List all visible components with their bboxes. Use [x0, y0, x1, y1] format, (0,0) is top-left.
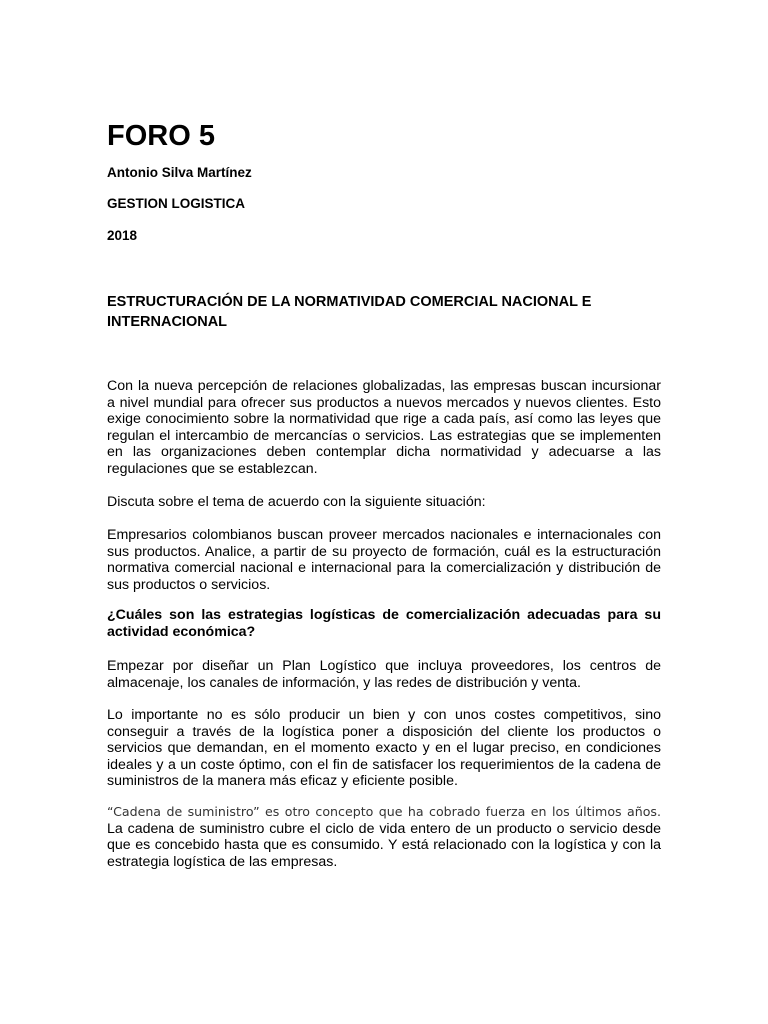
- document-title: FORO 5: [107, 120, 215, 152]
- course-name: GESTION LOGISTICA: [107, 196, 246, 211]
- answer-paragraph-3: [107, 804, 661, 870]
- author-name: Antonio Silva Martínez: [107, 165, 252, 180]
- discuss-paragraph: Discuta sobre el tema de acuerdo con la siguiente situación:: [107, 494, 486, 510]
- document-year: 2018: [107, 228, 138, 243]
- supply-chain-text: La cadena de suministro cubre el ciclo de vida entero de un producto o servicio desde que es concebido hasta que es consumido. Y está relacionado con la logística y con la estrategia logística de las empresas.: [107, 820, 661, 870]
- situation-paragraph: Empresarios colombianos buscan proveer mercados nacionales e internacionales con sus productos. Analice, a partir de su proyecto de formación, cuál es la estructuración normativa comercial nacional e internacional para la comercialización y distribución de sus productos o servicios.: [107, 527, 661, 593]
- section-heading: ESTRUCTURACIÓN DE LA NORMATIVIDAD COMERCIAL NACIONAL E INTERNACIONAL: [107, 294, 592, 330]
- answer-paragraph-2: Lo importante no es sólo producir un bien y con unos costes competitivos, sino conseguir a través de la logística poner a disposición del cliente los productos o servicios que demandan, en el momento exacto y en el lugar preciso, en condiciones ideales y a un coste óptimo, con el fin de satisfacer los requerimientos de la cadena de suministros de la manera más eficaz y eficiente posible.: [107, 707, 661, 789]
- question-paragraph: ¿Cuáles son las estrategias logísticas de comercialización adecuadas para su actividad económica?: [107, 607, 661, 640]
- intro-paragraph: Con la nueva percepción de relaciones globalizadas, las empresas buscan incursionar a nivel mundial para ofrecer sus productos a nuevos mercados y nuevos clientes. Esto exige conocimiento sobre la normatividad que rige a cada país, así como las leyes que regulan el intercambio de mercancías o servicios. Las estrategias que se implementen en las organizaciones deben contemplar dicha normatividad y adecuarse a las regulaciones que se establezcan.: [107, 378, 661, 477]
- answer-paragraph-1: Empezar por diseñar un Plan Logístico que incluya proveedores, los centros de almacenaje, los canales de información, y las redes de distribución y venta.: [107, 658, 661, 691]
- supply-chain-quote: “Cadena de suministro” es otro concepto que ha cobrado fuerza en los últimos años.: [107, 804, 661, 819]
